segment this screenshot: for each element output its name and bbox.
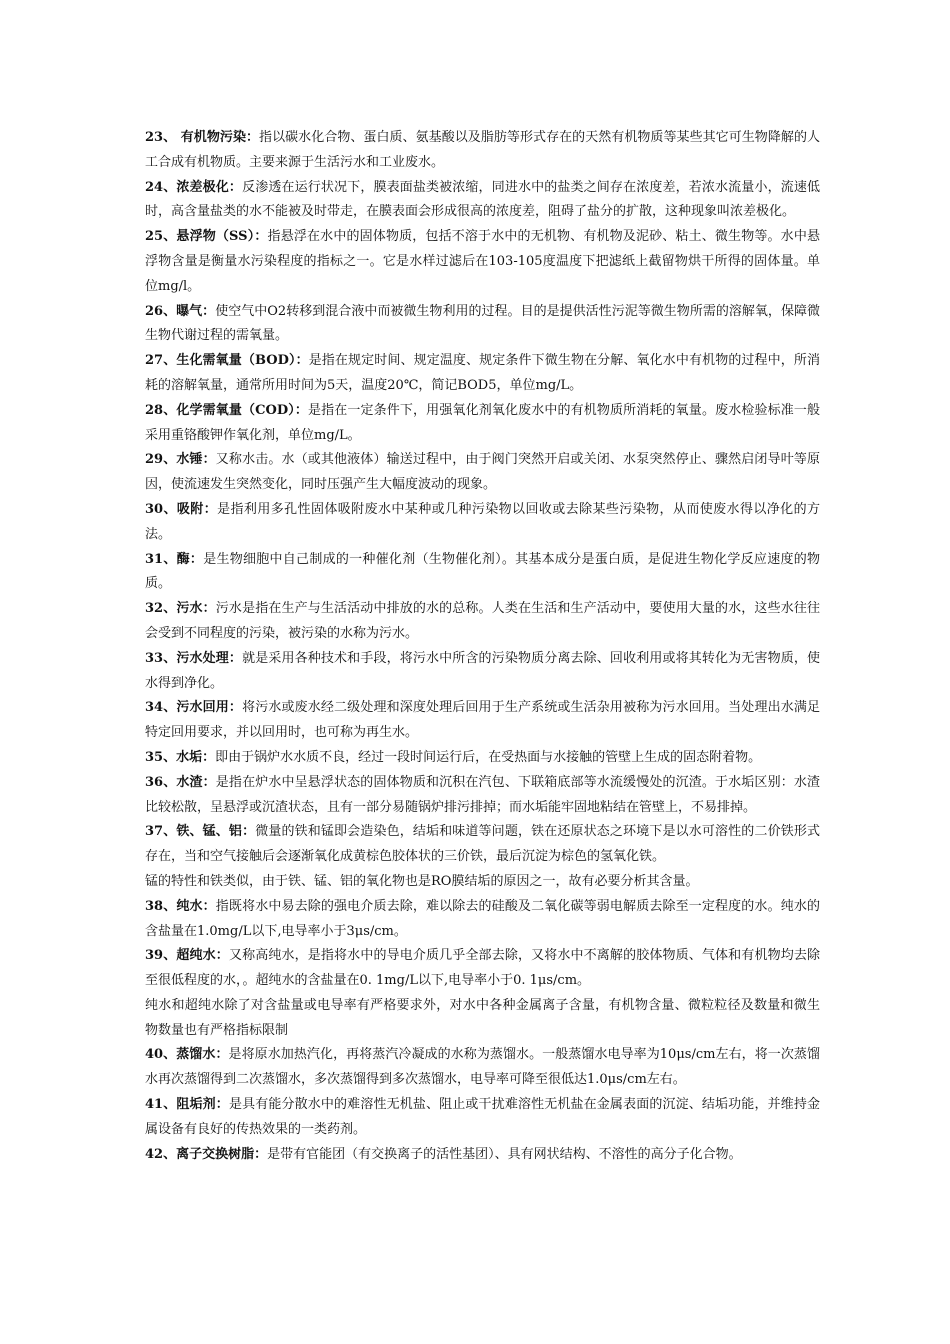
entry-number: 25、 — [145, 229, 177, 245]
glossary-entry — [145, 771, 820, 821]
entry-term: 污水： — [176, 601, 216, 617]
entry-number: 23、 — [145, 130, 177, 145]
glossary-entry — [145, 1143, 820, 1168]
entry-number: 37、 — [145, 824, 177, 840]
entry-definition: 是指在一定条件下，用强氧化剂氧化废水中的有机物质所消耗的氧量。废水检验标准一般采用重铬酸钾作氧化剂，单位mg/L。 — [145, 402, 820, 443]
entry-number: 29、 — [145, 452, 177, 468]
entry-number: 28、 — [145, 402, 177, 418]
entry-definition: 就是采用各种技术和手段，将污水中所含的污染物质分离去除、回收利用或将其转化为无害物质，使水得到净化。 — [145, 650, 820, 691]
entry-term: 浓差极化： — [176, 179, 243, 195]
entry-number: 32、 — [145, 601, 177, 617]
glossary-entry — [145, 820, 820, 870]
entry-definition: 是生物细胞中自己制成的一种催化剂（生物催化剂）。其基本成分是蛋白质，是促进生物化学反应速度的物质。 — [145, 551, 820, 592]
glossary-entry — [145, 548, 820, 598]
entry-definition: 反渗透在运行状况下，膜表面盐类被浓缩，同进水中的盐类之间存在浓度差，若浓水流量小，流速低时，高含量盐类的水不能被及时带走，在膜表面会形成很高的浓度差，阻碍了盐分的扩散，这种现象叫浓差极化。 — [145, 179, 820, 220]
entry-definition: 又称高纯水，是指将水中的导电介质几乎全部去除，又将水中不离解的胶体物质、气体和有机物均去除至很低程度的水，。超纯水的含盐量在0. 1mg/L以下,电导率小于0. 1μs/cm。 — [145, 948, 820, 989]
entry-number: 34、 — [145, 700, 177, 716]
entry-definition: 是指在规定时间、规定温度、规定条件下微生物在分解、氧化水中有机物的过程中，所消耗的溶解氧量，通常所用时间为5天，温度20℃，简记BOD5，单位mg/L。 — [145, 353, 821, 393]
glossary-entry — [145, 944, 820, 994]
glossary-entry — [145, 647, 820, 697]
glossary-paragraph — [145, 870, 820, 895]
entry-term: 化学需氧量（COD）： — [176, 402, 308, 418]
entry-number: 33、 — [145, 650, 177, 666]
entry-term: 曝气： — [176, 303, 216, 319]
entry-definition: 使空气中O2转移到混合液中而被微生物利用的过程。目的是提供活性污泥等微生物所需的溶解氧，保障微生物代谢过程的需氧量。 — [145, 303, 820, 344]
glossary-entry — [145, 225, 820, 299]
glossary-body — [145, 126, 820, 1167]
entry-definition: 将污水或废水经二级处理和深度处理后回用于生产系统或生活杂用被称为污水回用。当处理出水满足特定回用要求，并以回用时，也可称为再生水。 — [145, 700, 820, 741]
glossary-entry — [145, 126, 820, 176]
entry-number: 31、 — [145, 551, 177, 567]
glossary-paragraph — [145, 994, 820, 1044]
entry-number: 38、 — [145, 898, 177, 914]
entry-term: 蒸馏水： — [176, 1047, 229, 1063]
glossary-entry — [145, 498, 820, 548]
entry-definition: 指既将水中易去除的强电介质去除，难以除去的硅酸及二氧化碳等弱电解质去除至一定程度的水。纯水的含盐量在1.0mg/L以下,电导率小于3μs/cm。 — [145, 898, 820, 939]
entry-term: 污水回用： — [176, 700, 243, 716]
entry-number: 26、 — [145, 303, 177, 319]
entry-term: 超纯水： — [176, 948, 229, 964]
entry-term: 水渣： — [176, 774, 216, 790]
entry-term: 有机物污染： — [176, 130, 260, 145]
glossary-entry — [145, 895, 820, 945]
glossary-entry — [145, 349, 820, 399]
entry-definition: 是具有能分散水中的难溶性无机盐、阻止或干扰难溶性无机盐在金属表面的沉淀、结垢功能，并维持金属设备有良好的传热效果的一类药剂。 — [145, 1097, 820, 1137]
glossary-entry — [145, 746, 820, 771]
entry-term: 阻垢剂： — [176, 1097, 229, 1113]
glossary-entry — [145, 448, 820, 498]
entry-number: 36、 — [145, 774, 177, 790]
entry-definition: 是指在炉水中呈悬浮状态的固体物质和沉积在汽包、下联箱底部等水流缓慢处的沉渣。于水垢区别：水渣比较松散，呈悬浮或沉渣状态，且有一部分易随锅炉排污排掉；而水垢能牢固地粘结在管壁上，不易排掉。 — [145, 774, 820, 815]
entry-number: 24、 — [145, 179, 177, 195]
entry-definition: 微量的铁和锰即会造染色，结垢和味道等问题，铁在还原状态之环境下是以水可溶性的二价铁形式存在，当和空气接触后会逐渐氧化成黄棕色胶体状的三价铁，最后沉淀为棕色的氢氧化铁。 — [145, 824, 820, 865]
entry-term: 纯水： — [176, 898, 216, 914]
glossary-entry — [145, 597, 820, 647]
glossary-entry — [145, 1043, 820, 1093]
entry-term: 酶： — [176, 551, 204, 567]
entry-definition: 纯水和超纯水除了对含盐量或电导率有严格要求外，对水中各种金属离子含量，有机物含量、微粒粒径及数量和微生物数量也有严格指标限制 — [145, 997, 820, 1038]
entry-term: 离子交换树脂： — [176, 1146, 268, 1162]
entry-term: 污水处理： — [176, 650, 243, 666]
glossary-entry — [145, 176, 820, 226]
glossary-entry — [145, 1093, 820, 1143]
entry-number: 30、 — [145, 501, 177, 517]
entry-number: 42、 — [145, 1146, 177, 1162]
entry-definition: 是指利用多孔性固体吸附废水中某种或几种污染物以回收或去除某些污染物，从而使废水得以净化的方法。 — [145, 501, 820, 542]
entry-term: 铁、锰、铝： — [176, 824, 256, 840]
glossary-entry — [145, 399, 820, 449]
glossary-entry — [145, 300, 820, 350]
entry-definition: 又称水击。水（或其他液体）输送过程中，由于阀门突然开启或关闭、水泵突然停止、骤然启闭导叶等原因，使流速发生突然变化，同时压强产生大幅度波动的现象。 — [145, 452, 820, 493]
entry-number: 35、 — [145, 749, 177, 765]
entry-number: 39、 — [145, 948, 177, 964]
entry-number: 27、 — [145, 353, 177, 369]
entry-definition: 锰的特性和铁类似，由于铁、锰、铝的氧化物也是RO膜结垢的原因之一，故有必要分析其含量。 — [145, 873, 699, 889]
entry-number: 40、 — [145, 1047, 177, 1063]
glossary-entry — [145, 696, 820, 746]
entry-term: 水锤： — [176, 452, 216, 468]
entry-definition: 指悬浮在水中的固体物质，包括不溶于水中的无机物、有机物及泥砂、粘土、微生物等。水中悬浮物含量是衡量水污染程度的指标之一。它是水样过滤后在103-105度温度下把滤纸上截留物烘干所得的固体量。单位mg/l。 — [145, 229, 821, 294]
entry-definition: 是带有官能团（有交换离子的活性基团）、具有网状结构、不溶性的高分子化合物。 — [267, 1146, 742, 1162]
entry-term: 吸附： — [176, 501, 218, 517]
entry-term: 生化需氧量（BOD）： — [176, 353, 309, 369]
entry-term: 悬浮物（SS）： — [176, 229, 268, 245]
entry-number: 41、 — [145, 1097, 177, 1113]
entry-definition: 是将原水加热汽化，再将蒸汽冷凝成的水称为蒸馏水。一般蒸馏水电导率为10μs/cm左右，将一次蒸馏水再次蒸馏得到二次蒸馏水，多次蒸馏得到多次蒸馏水，电导率可降至很低达1.0μs/cm左右。 — [145, 1047, 820, 1088]
entry-term: 水垢： — [176, 749, 216, 765]
entry-definition: 指以碳水化合物、蛋白质、氨基酸以及脂肪等形式存在的天然有机物质等某些其它可生物降解的人工合成有机物质。主要来源于生活污水和工业废水。 — [145, 130, 820, 170]
entry-definition: 污水是指在生产与生活活动中排放的水的总称。人类在生活和生产活动中，要使用大量的水，这些水往往会受到不同程度的污染，被污染的水称为污水。 — [145, 601, 820, 641]
entry-definition: 即由于锅炉水水质不良，经过一段时间运行后，在受热面与水接触的管壁上生成的固态附着物。 — [215, 749, 762, 765]
